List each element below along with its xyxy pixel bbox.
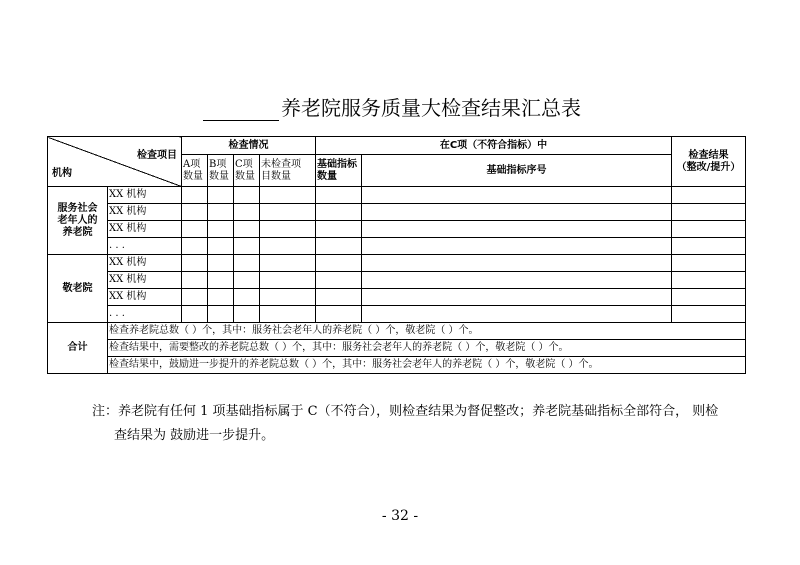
b-line1: B项	[209, 158, 227, 170]
result-cell[interactable]	[672, 221, 746, 238]
basic-seq-cell[interactable]	[362, 221, 672, 238]
basic-count-header	[316, 155, 362, 187]
c-line1: C项	[235, 158, 253, 170]
footnote-line-2: 查结果为 鼓励进一步提升。	[114, 428, 275, 443]
b-cell[interactable]	[208, 238, 234, 255]
group-label-line: 服务社会	[57, 202, 98, 214]
result-cell[interactable]	[672, 255, 746, 272]
check-item-label: 检查项目	[137, 150, 177, 161]
basic-seq-cell[interactable]	[362, 289, 672, 306]
unchecked-cell[interactable]	[260, 272, 316, 289]
unchecked-count-header	[260, 155, 316, 187]
b-count-header	[208, 155, 234, 187]
b-cell[interactable]	[208, 255, 234, 272]
title-blank-line	[203, 100, 279, 121]
a-cell[interactable]	[182, 187, 208, 204]
table-row	[48, 255, 746, 272]
basic-line1: 基础指标	[317, 158, 357, 170]
c-cell[interactable]	[234, 272, 260, 289]
a-cell[interactable]	[182, 204, 208, 221]
c-cell[interactable]	[234, 289, 260, 306]
basic-count-cell[interactable]	[316, 204, 362, 221]
result-cell[interactable]	[672, 187, 746, 204]
c-cell[interactable]	[234, 306, 260, 323]
b-cell[interactable]	[208, 272, 234, 289]
a-cell[interactable]	[182, 289, 208, 306]
c-line2: 数量	[235, 170, 255, 182]
c-cell[interactable]	[234, 238, 260, 255]
total-row	[48, 323, 746, 340]
unchecked-cell[interactable]	[260, 306, 316, 323]
summary-table	[47, 136, 746, 374]
org-name-cell: XX 机构	[108, 221, 182, 238]
footnote	[92, 400, 732, 448]
page-title	[203, 92, 581, 121]
check-status-header: 检查情况	[182, 137, 316, 155]
unchecked-cell[interactable]	[260, 221, 316, 238]
total-line-2: 检查结果中，需要整改的养老院总数（ ）个，其中：服务社会老年人的养老院（ ）个，敬老院（ ）个。	[108, 340, 746, 357]
total-line-1: 检查养老院总数（ ）个，其中：服务社会老年人的养老院（ ）个，敬老院（ ）个。	[108, 323, 746, 340]
unchecked-cell[interactable]	[260, 187, 316, 204]
org-name-cell: XX 机构	[108, 204, 182, 221]
basic-count-cell[interactable]	[316, 272, 362, 289]
result-cell[interactable]	[672, 306, 746, 323]
group-label-nursing-home: 敬老院	[48, 255, 108, 323]
a-cell[interactable]	[182, 272, 208, 289]
group-label-line: 老年人的	[57, 214, 98, 226]
org-name-cell: XX 机构	[108, 187, 182, 204]
basic-seq-header: 基础指标序号	[362, 155, 672, 187]
result-cell[interactable]	[672, 204, 746, 221]
basic-seq-cell[interactable]	[362, 238, 672, 255]
a-line1: A项	[183, 158, 201, 170]
c-cell[interactable]	[234, 204, 260, 221]
table-row	[48, 204, 746, 221]
total-line-3: 检查结果中，鼓励进一步提升的养老院总数（ ）个，其中：服务社会老年人的养老院（ ）个，敬老院（ ）个。	[108, 357, 746, 374]
result-cell[interactable]	[672, 272, 746, 289]
b-cell[interactable]	[208, 187, 234, 204]
result-header	[672, 137, 746, 187]
unchecked-cell[interactable]	[260, 238, 316, 255]
c-cell[interactable]	[234, 255, 260, 272]
basic-count-cell[interactable]	[316, 255, 362, 272]
a-cell[interactable]	[182, 306, 208, 323]
diagonal-header-cell	[48, 137, 182, 187]
org-name-cell: . . .	[108, 238, 182, 255]
unchecked-cell[interactable]	[260, 204, 316, 221]
result-header-line1: 检查结果	[688, 149, 729, 161]
c-count-header	[234, 155, 260, 187]
org-label: 机构	[52, 168, 72, 179]
basic-count-cell[interactable]	[316, 221, 362, 238]
b-cell[interactable]	[208, 306, 234, 323]
total-label: 合计	[48, 323, 108, 374]
table-row	[48, 289, 746, 306]
table-row	[48, 221, 746, 238]
title-text: 养老院服务质量大检查结果汇总表	[281, 96, 581, 120]
org-name-cell: XX 机构	[108, 289, 182, 306]
org-name-cell: XX 机构	[108, 255, 182, 272]
result-header-line2: （整改/提升）	[676, 161, 741, 173]
table-row	[48, 238, 746, 255]
basic-count-cell[interactable]	[316, 289, 362, 306]
b-line2: 数量	[209, 170, 229, 182]
table-row	[48, 187, 746, 204]
b-cell[interactable]	[208, 221, 234, 238]
basic-line2: 数量	[317, 170, 337, 182]
basic-count-cell[interactable]	[316, 187, 362, 204]
b-cell[interactable]	[208, 289, 234, 306]
a-cell[interactable]	[182, 255, 208, 272]
basic-seq-cell[interactable]	[362, 255, 672, 272]
page-number: - 32 -	[381, 508, 419, 524]
unchecked-cell[interactable]	[260, 289, 316, 306]
uncheck-line1: 未检查项	[261, 158, 301, 170]
basic-count-cell[interactable]	[316, 306, 362, 323]
table-row	[48, 306, 746, 323]
c-cell[interactable]	[234, 187, 260, 204]
group-label-elderly-home	[48, 187, 108, 255]
total-row	[48, 340, 746, 357]
unchecked-cell[interactable]	[260, 255, 316, 272]
group-label-line: 养老院	[62, 226, 93, 238]
uncheck-line2: 目数量	[261, 170, 291, 182]
basic-seq-cell[interactable]	[362, 272, 672, 289]
basic-seq-cell[interactable]	[362, 187, 672, 204]
result-cell[interactable]	[672, 289, 746, 306]
basic-count-cell[interactable]	[316, 238, 362, 255]
a-line2: 数量	[183, 170, 203, 182]
in-c-header: 在C项（不符合指标）中	[316, 137, 672, 155]
result-cell[interactable]	[672, 238, 746, 255]
org-name-cell: XX 机构	[108, 272, 182, 289]
total-row	[48, 357, 746, 374]
a-count-header	[182, 155, 208, 187]
org-name-cell: . . .	[108, 306, 182, 323]
c-cell[interactable]	[234, 221, 260, 238]
basic-seq-cell[interactable]	[362, 204, 672, 221]
a-cell[interactable]	[182, 238, 208, 255]
basic-seq-cell[interactable]	[362, 306, 672, 323]
b-cell[interactable]	[208, 204, 234, 221]
a-cell[interactable]	[182, 221, 208, 238]
table-row	[48, 272, 746, 289]
footnote-line-1: 注：养老院有任何 1 项基础指标属于 C（不符合），则检查结果为督促整改；养老院基础指标全部符合， 则检	[92, 404, 719, 419]
header-row-1	[48, 137, 746, 155]
